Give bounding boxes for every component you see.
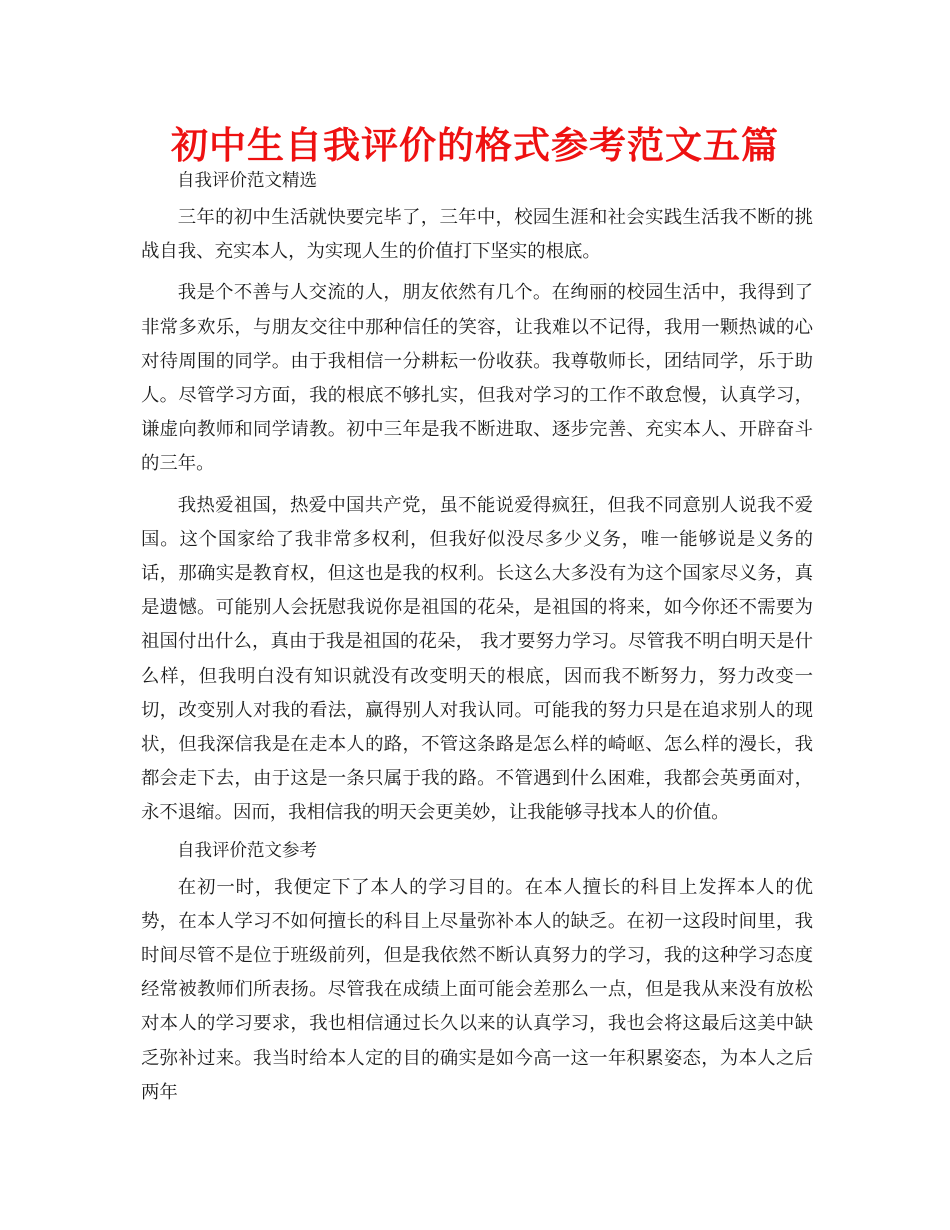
document-body [141, 168, 813, 1117]
paragraph: 我是个不善与人交流的人，朋友依然有几个。在绚丽的校园生活中，我得到了非常多欢乐，与朋友交往中那种信任的笑容，让我难以不记得，我用一颗热诚的心对待周围的同学。由于我相信一分耕耘一份收获。我尊敬师长，团结同学，乐于助人。尽管学习方面，我的根底不够扎实，但我对学习的工作不敢怠慢，认真学习，谦虚向教师和同学请教。初中三年是我不断进取、逐步完善、充实本人、开辟奋斗的三年。 [141, 282, 813, 475]
document-title: 初中生自我评价的格式参考范文五篇 [171, 124, 779, 167]
paragraph: 我热爱祖国，热爱中国共产党，虽不能说爱得疯狂，但我不同意别人说我不爱国。这个国家给了我非常多权利，但我好似没尽多少义务，唯一能够说是义务的话，那确实是教育权，但这也是我的权利。长这么大多没有为这个国家尽义务，真是遗憾。可能别人会抚慰我说你是祖国的花朵，是祖国的将来，如今你还不需要为祖国付出什么，真由于我是祖国的花朵， 我才要努力学习。尽管我不明白明天是什么样，但我明白没有知识就没有改变明天的根底，因而我不断努力，努力改变一切，改变别人对我的看法，赢得别人对我认同。可能我的努力只是在追求别人的现状，但我深信我是在走本人的路，不管这条路是怎么样的崎岖、怎么样的漫长，我都会走下去，由于这是一条只属于我的路。不管遇到什么困难，我都会英勇面对，永不退缩。因而，我相信我的明天会更美妙，让我能够寻找本人的价值。 [141, 494, 813, 824]
section-heading: 自我评价范文精选 [177, 171, 317, 191]
paragraph: 在初一时，我便定下了本人的学习目的。在本人擅长的科目上发挥本人的优势，在本人学习不如何擅长的科目上尽量弥补本人的缺乏。在初一这段时间里，我时间尽管不是位于班级前列，但是我依然不断认真努力的学习，我的这种学习态度经常被教师们所表扬。尽管我在成绩上面可能会差那么一点，但是我从来没有放松对本人的学习要求，我也相信通过长久以来的认真学习，我也会将这最后这美中缺乏弥补过来。我当时给本人定的目的确实是如今高一这一年积累姿态，为本人之后两年 [141, 876, 813, 1103]
section-heading: 自我评价范文参考 [177, 840, 317, 861]
paragraph: 三年的初中生活就快要完毕了，三年中，校园生涯和社会实践生活我不断的挑战自我、充实本人，为实现人生的价值打下坚实的根底。 [141, 207, 813, 263]
